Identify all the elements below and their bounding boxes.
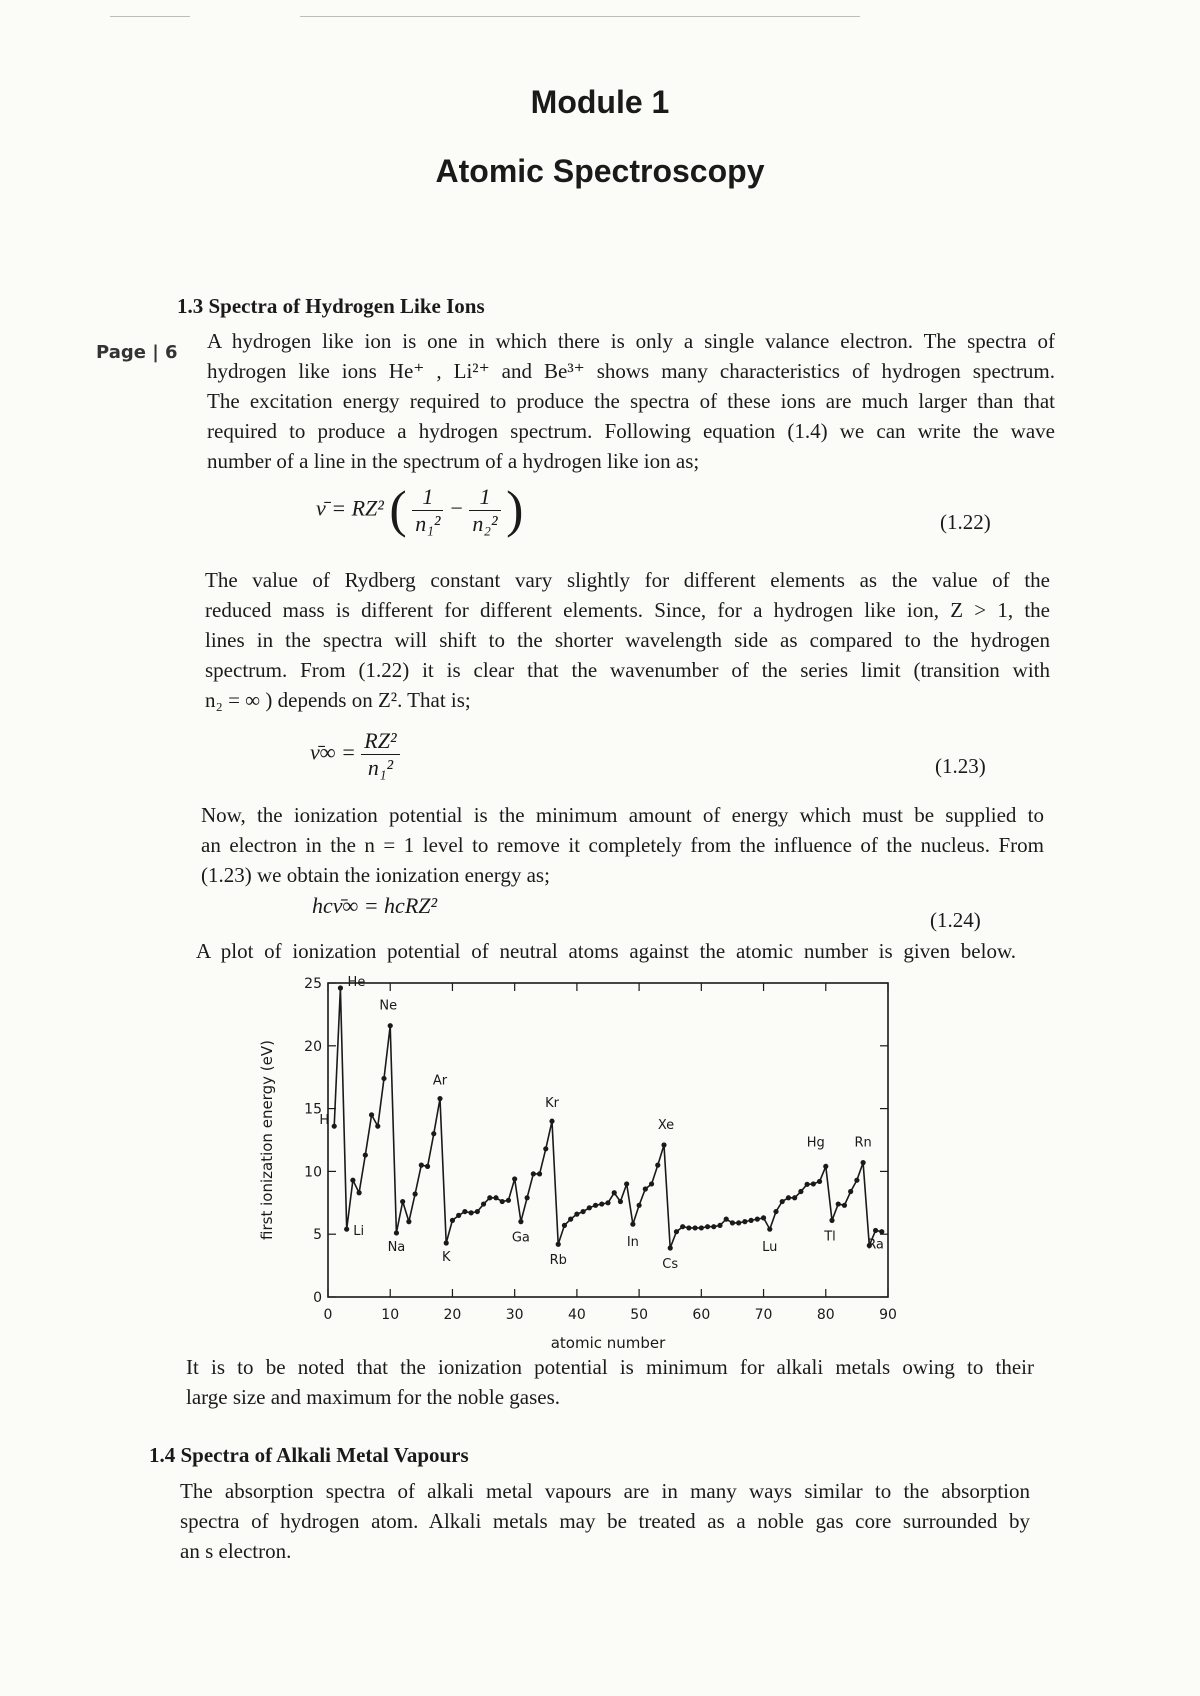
data-point <box>861 1160 866 1165</box>
y-tick-label: 5 <box>313 1227 322 1244</box>
data-point <box>668 1245 673 1250</box>
x-tick-label: 30 <box>505 1307 524 1323</box>
text-line: The value of Rydberg constant vary slightly for different elements as the value of the <box>205 568 1050 592</box>
plot-frame <box>328 983 888 1297</box>
data-point <box>873 1228 878 1233</box>
text-line: It is to be noted that the ionization potential is minimum for alkali metals owing to their <box>186 1355 1034 1379</box>
header-rule-right <box>300 16 860 17</box>
text-line: hydrogen like ions He⁺ , Li²⁺ and Be³⁺ shows many characteristics of hydrogen spectrum. <box>207 359 1055 383</box>
header-rule-left <box>110 16 190 17</box>
data-point <box>655 1163 660 1168</box>
text-line: large size and maximum for the noble gases. <box>186 1385 561 1409</box>
data-point <box>674 1229 679 1234</box>
data-point <box>811 1181 816 1186</box>
minus-sign: − <box>448 495 464 521</box>
section-heading-1-4: 1.4 Spectra of Alkali Metal Vapours <box>149 1443 469 1467</box>
x-tick-label: 20 <box>443 1307 462 1323</box>
x-tick-label: 70 <box>754 1307 773 1323</box>
data-point <box>854 1178 859 1183</box>
data-point <box>879 1229 884 1234</box>
data-point <box>618 1199 623 1204</box>
paragraph-rydberg-constant <box>205 565 1050 715</box>
data-point <box>543 1146 548 1151</box>
numerator: 1 <box>469 484 500 511</box>
data-point <box>562 1223 567 1228</box>
paragraph-ionization-potential <box>201 800 1044 890</box>
denominator: n₁² <box>415 511 441 536</box>
text-line: number of a line in the spectrum of a hydrogen like ion as; <box>207 449 700 473</box>
data-point <box>419 1163 424 1168</box>
data-point <box>742 1219 747 1224</box>
section-heading-1-3: 1.3 Spectra of Hydrogen Like Ions <box>177 294 485 318</box>
data-point <box>637 1203 642 1208</box>
element-label: H <box>319 1113 330 1129</box>
equation-lhs: ν̄∞ = <box>310 739 356 765</box>
y-tick-label: 20 <box>304 1038 322 1055</box>
data-point <box>431 1131 436 1136</box>
ionization-energy-line <box>334 988 882 1251</box>
data-point <box>686 1225 691 1230</box>
equation-lhs: ν̄ = RZ² <box>316 495 384 521</box>
element-label: In <box>626 1235 639 1251</box>
fraction <box>412 484 443 537</box>
element-label: Kr <box>545 1096 559 1112</box>
page-number: Page | 6 <box>96 342 178 363</box>
data-point <box>730 1220 735 1225</box>
data-point <box>829 1218 834 1223</box>
element-label: Rb <box>549 1253 567 1269</box>
data-point <box>537 1171 542 1176</box>
y-tick-label: 0 <box>313 1290 322 1306</box>
data-point <box>549 1119 554 1124</box>
y-tick-label: 10 <box>304 1164 322 1181</box>
element-label: Ga <box>511 1230 530 1246</box>
data-point <box>749 1218 754 1223</box>
data-point <box>624 1181 629 1186</box>
text-line: reduced mass is different for different elements. Since, for a hydrogen like ion, Z > 1, the <box>205 598 1050 622</box>
data-point <box>773 1209 778 1214</box>
text-line: The excitation energy required to produce the spectra of these ions are much larger than that <box>207 389 1055 413</box>
paragraph-plot-intro <box>196 936 1016 966</box>
module-title: Module 1 <box>530 84 670 120</box>
numerator: 1 <box>412 484 443 511</box>
data-point <box>630 1222 635 1227</box>
text-line: The absorption spectra of alkali metal vapours are in many ways similar to the absorption <box>180 1479 1030 1503</box>
data-point <box>388 1023 393 1028</box>
x-tick-label: 60 <box>692 1307 711 1323</box>
text-line: spectrum. From (1.22) it is clear that the wavenumber of the series limit (transition with <box>205 658 1050 682</box>
data-point <box>823 1164 828 1169</box>
data-point <box>817 1179 822 1184</box>
element-label: Tl <box>824 1229 836 1245</box>
data-point <box>842 1203 847 1208</box>
denominator: n₁² <box>367 755 394 780</box>
data-point <box>381 1076 386 1081</box>
element-label: Rn <box>854 1135 872 1151</box>
y-tick-label: 15 <box>304 1101 322 1118</box>
data-point <box>518 1219 523 1224</box>
data-point <box>512 1176 517 1181</box>
equation-number: (1.24) <box>930 908 981 932</box>
data-point <box>848 1189 853 1194</box>
y-tick-label: 25 <box>304 976 322 992</box>
text-line: n₂ = ∞ ) depends on Z². That is; <box>205 688 471 712</box>
element-label: Xe <box>657 1118 675 1134</box>
x-tick-label: 40 <box>567 1307 586 1323</box>
data-point <box>717 1223 722 1228</box>
data-point <box>780 1199 785 1204</box>
data-point <box>531 1171 536 1176</box>
data-point <box>506 1198 511 1203</box>
module-subtitle: Atomic Spectroscopy <box>435 153 765 189</box>
data-point <box>568 1217 573 1222</box>
data-point <box>767 1227 772 1232</box>
data-point <box>643 1186 648 1191</box>
ionization-energy-chart <box>255 966 905 1351</box>
data-point <box>357 1190 362 1195</box>
text-line: required to produce a hydrogen spectrum. Following equation (1.4) we can write the wave <box>207 419 1055 443</box>
paragraph-alkali-metals <box>180 1476 1030 1566</box>
data-point <box>450 1218 455 1223</box>
data-point <box>574 1212 579 1217</box>
data-point <box>792 1195 797 1200</box>
data-point <box>462 1209 467 1214</box>
data-point <box>481 1201 486 1206</box>
data-point <box>798 1189 803 1194</box>
data-point <box>693 1225 698 1230</box>
data-point <box>493 1195 498 1200</box>
data-point <box>469 1210 474 1215</box>
equation-1-23 <box>310 728 400 781</box>
element-label: He <box>347 975 366 991</box>
text-line: A hydrogen like ion is one in which there is only a single valance electron. The spectra of <box>207 329 1055 353</box>
data-point <box>456 1213 461 1218</box>
data-point <box>344 1227 349 1232</box>
denominator: n₂² <box>472 511 498 536</box>
data-point <box>487 1195 492 1200</box>
data-point <box>556 1242 561 1247</box>
left-paren: ( <box>389 481 407 539</box>
element-label: Na <box>387 1239 406 1255</box>
text-line: Now, the ionization potential is the minimum amount of energy which must be supplied to <box>201 803 1044 827</box>
x-tick-label: 90 <box>879 1307 897 1323</box>
data-point <box>761 1215 766 1220</box>
equation-number: (1.22) <box>940 510 991 534</box>
data-point <box>593 1203 598 1208</box>
paragraph-hydrogen-like-ions <box>207 326 1055 476</box>
numerator: RZ² <box>361 728 399 755</box>
data-point <box>394 1230 399 1235</box>
data-point <box>525 1195 530 1200</box>
data-point <box>587 1205 592 1210</box>
element-label: Li <box>353 1224 365 1240</box>
data-point <box>680 1224 685 1229</box>
equation-1-22 <box>316 481 524 539</box>
text-line: spectra of hydrogen atom. Alkali metals may be treated as a noble gas core surrounded by <box>180 1509 1030 1533</box>
data-point <box>699 1225 704 1230</box>
data-point <box>369 1112 374 1117</box>
element-label: Lu <box>762 1240 778 1256</box>
data-point <box>437 1096 442 1101</box>
x-tick-label: 80 <box>816 1307 835 1323</box>
data-point <box>711 1224 716 1229</box>
x-tick-label: 10 <box>381 1307 400 1323</box>
text-line: lines in the spectra will shift to the shorter wavelength side as compared to the hydrogen <box>205 628 1050 652</box>
paragraph-conclusion <box>186 1352 1034 1412</box>
data-point <box>363 1152 368 1157</box>
data-point <box>805 1182 810 1187</box>
data-point <box>406 1219 411 1224</box>
data-point <box>649 1181 654 1186</box>
data-point <box>755 1217 760 1222</box>
element-label: Hg <box>806 1135 825 1151</box>
element-label: Ne <box>379 998 398 1014</box>
data-point <box>338 985 343 990</box>
x-tick-label: 0 <box>323 1307 333 1323</box>
data-point <box>724 1217 729 1222</box>
data-point <box>400 1199 405 1204</box>
text-line: an s electron. <box>180 1539 292 1563</box>
text-line: (1.23) we obtain the ionization energy as; <box>201 863 550 887</box>
data-point <box>375 1124 380 1129</box>
data-point <box>661 1142 666 1147</box>
x-axis-title: atomic number <box>550 1334 666 1351</box>
data-point <box>413 1191 418 1196</box>
fraction <box>469 484 500 537</box>
data-point <box>444 1240 449 1245</box>
data-point <box>475 1209 480 1214</box>
data-point <box>500 1199 505 1204</box>
data-point <box>705 1224 710 1229</box>
data-point <box>425 1164 430 1169</box>
element-label: K <box>441 1249 451 1265</box>
element-label: Ra <box>867 1237 884 1253</box>
data-point <box>612 1190 617 1195</box>
fraction <box>361 728 399 781</box>
data-point <box>605 1200 610 1205</box>
data-point <box>581 1209 586 1214</box>
y-axis-title: first ionization energy (eV) <box>258 1040 276 1240</box>
x-tick-label: 50 <box>630 1307 649 1323</box>
data-point <box>786 1195 791 1200</box>
element-label: Cs <box>662 1257 679 1273</box>
equation-number: (1.23) <box>935 754 986 778</box>
text-line: A plot of ionization potential of neutral atoms against the atomic number is given below. <box>196 939 1016 963</box>
data-point <box>599 1201 604 1206</box>
data-point <box>350 1178 355 1183</box>
data-point <box>332 1124 337 1129</box>
text-line: an electron in the n = 1 level to remove it completely from the influence of the nucleus. From <box>201 833 1044 857</box>
data-point <box>836 1201 841 1206</box>
equation-1-24: hcν̄∞ = hcRZ² <box>312 893 438 918</box>
data-point <box>736 1220 741 1225</box>
right-paren: ) <box>506 481 524 539</box>
element-label: Ar <box>432 1073 448 1089</box>
